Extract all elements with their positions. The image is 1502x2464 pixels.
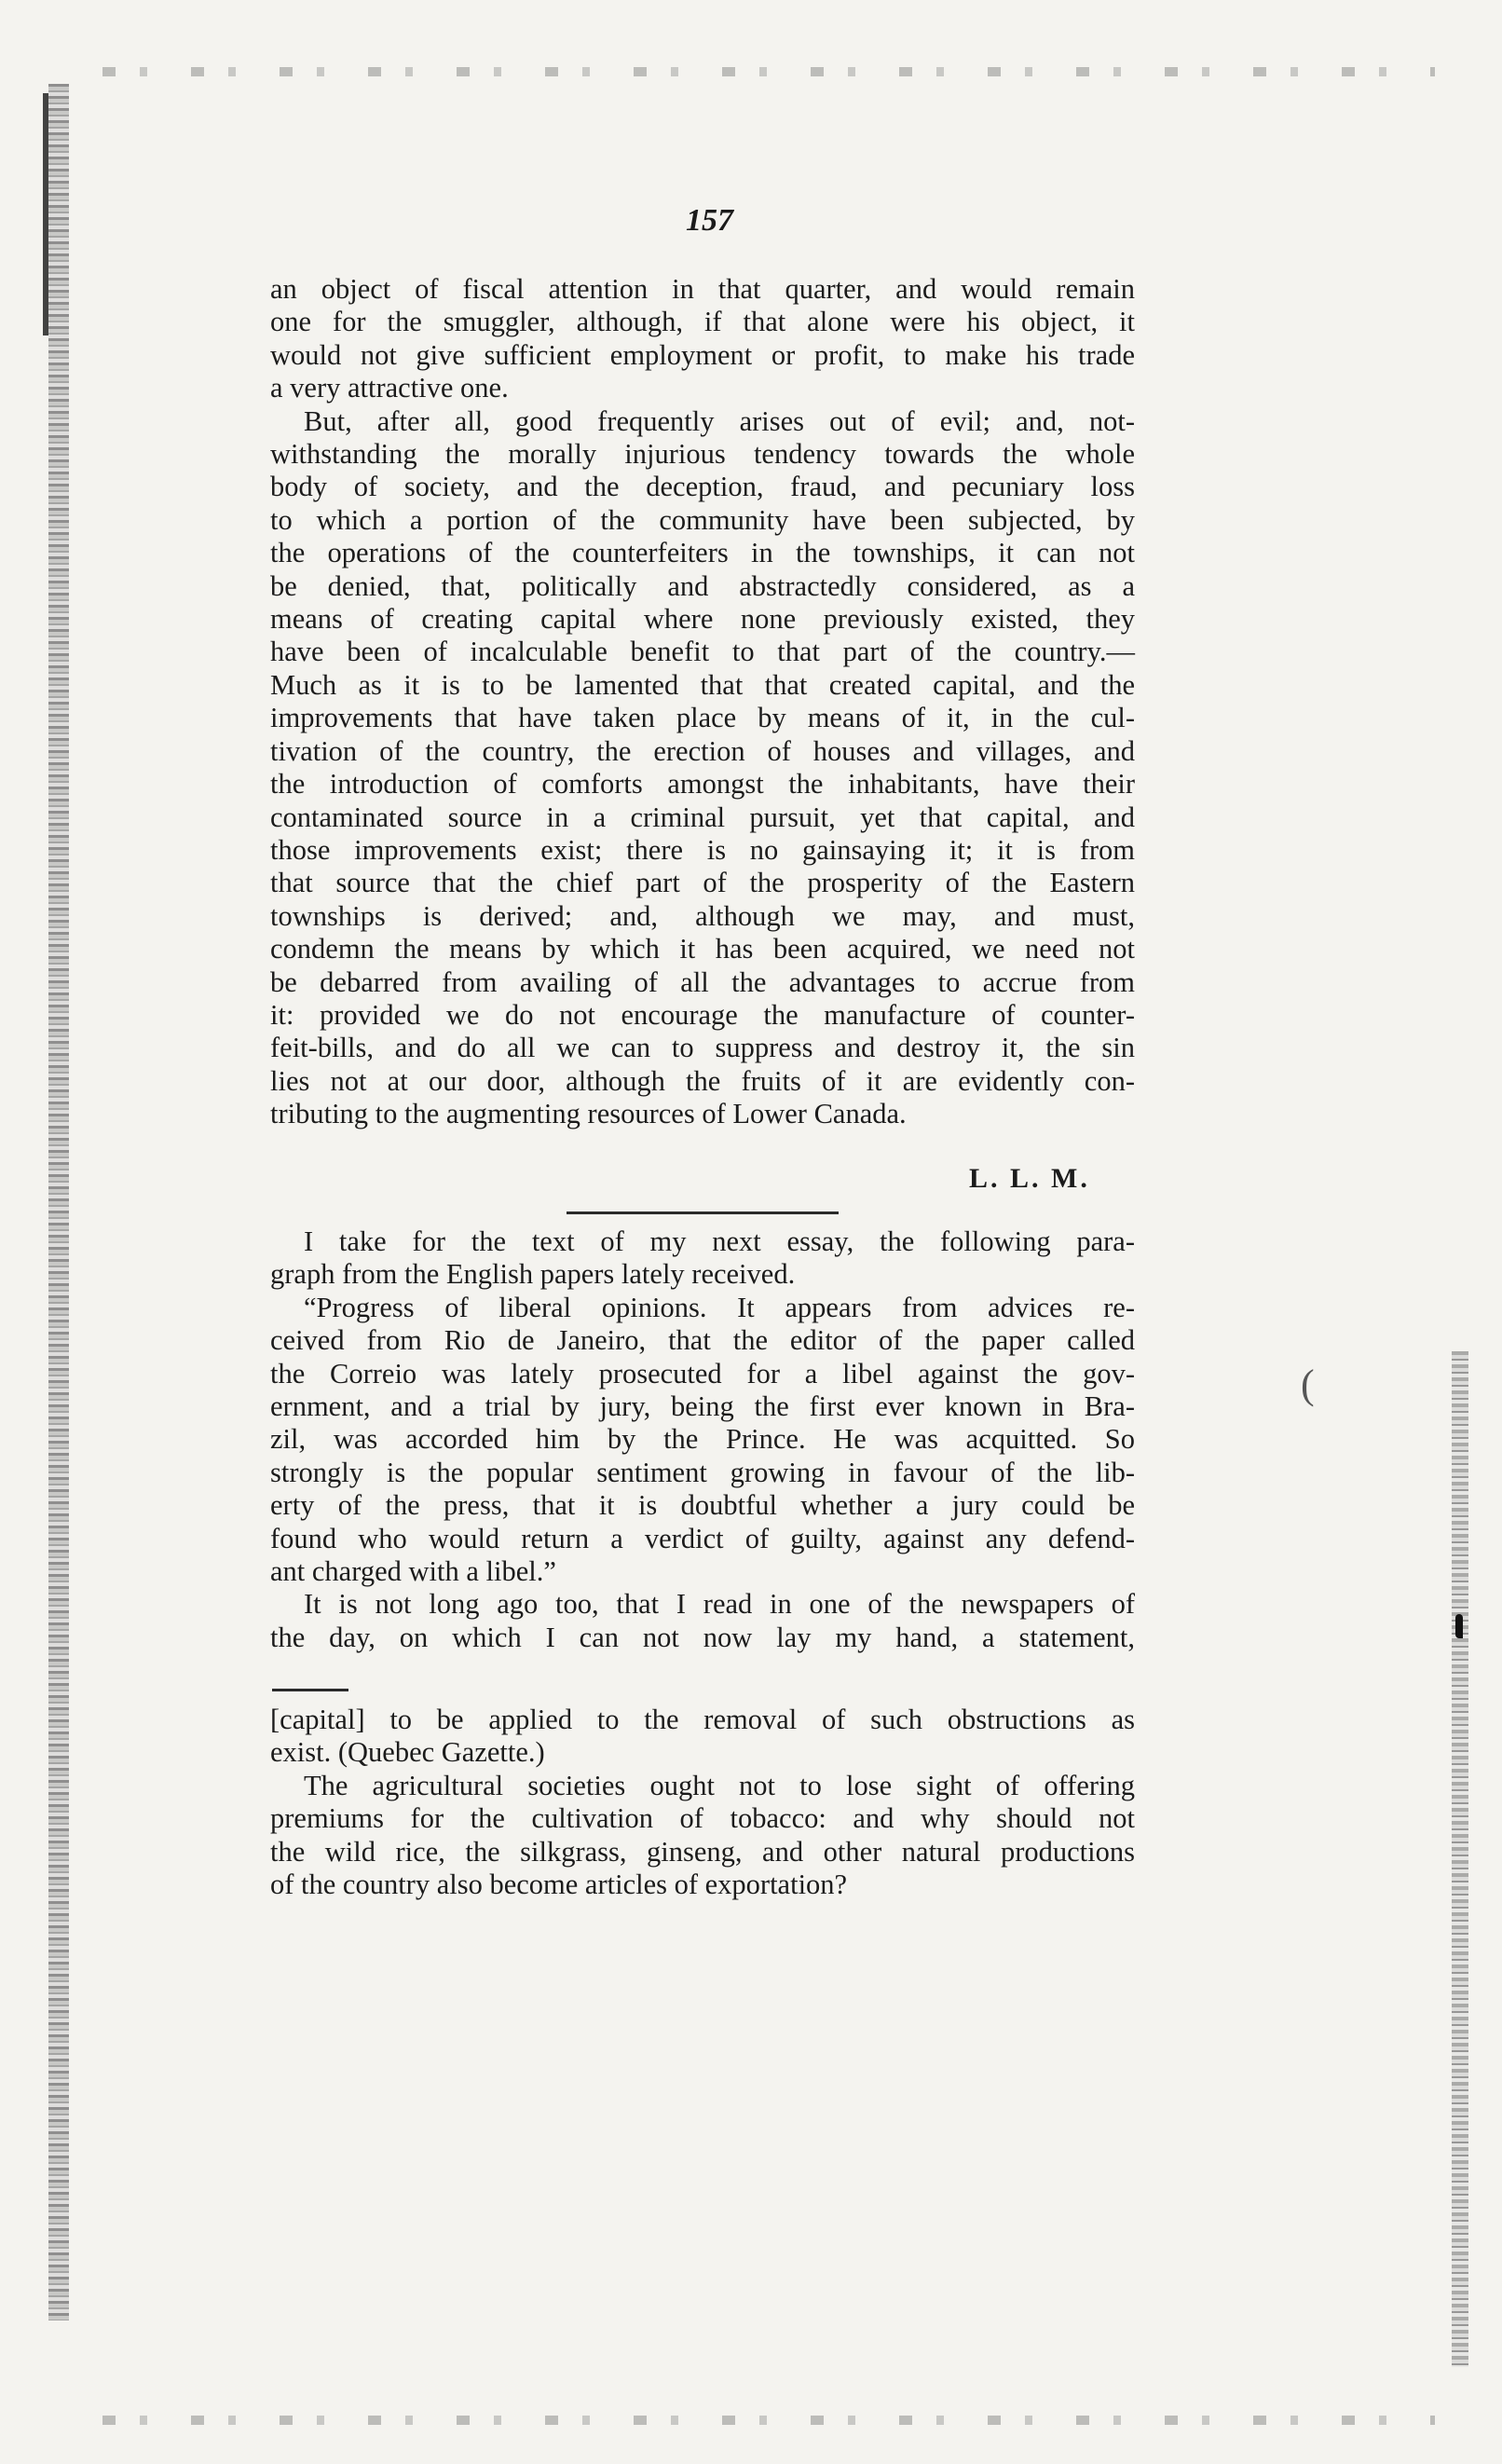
quote-line: “Progress of liberal opinions. It appears from advices re- — [304, 1291, 1135, 1323]
section-divider — [567, 1211, 839, 1214]
quote-line: the Correio was lately prosecuted for a libel against the gov- — [270, 1357, 1135, 1389]
text-line: contaminated source in a criminal pursuit, yet that capital, and — [270, 801, 1135, 833]
text-line: tivation of the country, the erection of houses and villages, and — [270, 734, 1135, 767]
text-line: means of creating capital where none previously existed, they — [270, 603, 1135, 636]
quote-line: found who would return a verdict of guilty, against any defend- — [270, 1522, 1135, 1554]
text-line: withstanding the morally injurious tendency towards the whole — [270, 438, 1135, 471]
text-line: lies not at our door, although the fruits of it are evidently con- — [270, 1064, 1135, 1097]
quote-line: ceived from Rio de Janeiro, that the editor of the paper called — [270, 1324, 1135, 1357]
quote-line: strongly is the popular sentiment growing in favour of the lib- — [270, 1456, 1135, 1488]
scan-binding-edge-right — [1452, 1351, 1468, 2367]
quote-line: ant charged with a libel.” — [270, 1555, 556, 1588]
text-line: It is not long ago too, that I read in one of the newspapers of — [304, 1588, 1135, 1621]
text-line: would not give sufficient employment or profit, to make his trade — [270, 338, 1135, 371]
text-line: to which a portion of the community have been subjected, by — [270, 503, 1135, 536]
footnote-line: premiums for the cultivation of tobacco: and why should not — [270, 1802, 1135, 1835]
text-line: one for the smuggler, although, if that alone were his object, it — [270, 306, 1135, 338]
text-line: have been of incalculable benefit to that part of the country.— — [270, 636, 1135, 668]
page-number: 157 — [686, 203, 733, 238]
quote-line: ernment, and a trial by jury, being the first ever known in Bra- — [270, 1390, 1135, 1423]
text-line: that source that the chief part of the prosperity of the Eastern — [270, 867, 1135, 899]
scan-binding-edge-left — [48, 84, 69, 2320]
text-line: Much as it is to be lamented that that created capital, and the — [270, 668, 1135, 701]
text-line: it: provided we do not encourage the manufacture of counter- — [270, 998, 1135, 1031]
footnote-line: exist. (Quebec Gazette.) — [270, 1736, 545, 1769]
quote-line: erty of the press, that it is doubtful whether a jury could be — [270, 1489, 1135, 1522]
text-line: body of society, and the deception, fraud, and pecuniary loss — [270, 471, 1135, 503]
text-line: improvements that have taken place by means of it, in the cul- — [270, 702, 1135, 734]
footnote-line: The agricultural societies ought not to lose sight of offering — [304, 1769, 1135, 1801]
text-line: townships is derived; and, although we may, and must, — [270, 899, 1135, 932]
text-line: But, after all, good frequently arises out of evil; and, not- — [304, 404, 1135, 437]
text-line: be debarred from availing of all the advantages to accrue from — [270, 965, 1135, 998]
essay-intro-paragraph — [270, 1225, 1135, 1654]
continuation-paragraph — [270, 273, 1135, 1131]
text-line: condemn the means by which it has been acquired, we need not — [270, 933, 1135, 965]
text-line: the introduction of comforts amongst the inhabitants, have their — [270, 768, 1135, 801]
text-line: tributing to the augmenting resources of Lower Canada. — [270, 1098, 907, 1130]
text-line: a very attractive one. — [270, 372, 509, 404]
footnote-block — [270, 1704, 1135, 1901]
footnote-line: the wild rice, the silkgrass, ginseng, and other natural productions — [270, 1835, 1135, 1868]
text-line: those improvements exist; there is no gainsaying it; it is from — [270, 833, 1135, 866]
quote-line: zil, was accorded him by the Prince. He was acquitted. So — [270, 1423, 1135, 1456]
text-line: the operations of the counterfeiters in the townships, it can not — [270, 537, 1135, 569]
text-line: graph from the English papers lately received. — [270, 1258, 796, 1291]
footnote-rule — [272, 1689, 348, 1691]
text-line: an object of fiscal attention in that quarter, and would remain — [270, 273, 1135, 305]
text-line: feit-bills, and do all we can to suppress and destroy it, the sin — [270, 1032, 1135, 1064]
footnote-line: [capital] to be applied to the removal of such obstructions as — [270, 1704, 1135, 1735]
text-line: I take for the text of my next essay, the following para- — [304, 1225, 1135, 1257]
scan-noise-bottom — [102, 2416, 1435, 2425]
text-line: be denied, that, politically and abstractedly considered, as a — [270, 569, 1135, 602]
scan-noise-top — [102, 67, 1435, 76]
text-line: the day, on which I can not now lay my hand, a statement, — [270, 1621, 1135, 1653]
footnote-line: of the country also become articles of exportation? — [270, 1869, 848, 1901]
margin-ink-mark — [1455, 1614, 1463, 1638]
margin-bracket-mark: ( — [1301, 1362, 1315, 1407]
author-signature: L. L. M. — [969, 1163, 1090, 1194]
